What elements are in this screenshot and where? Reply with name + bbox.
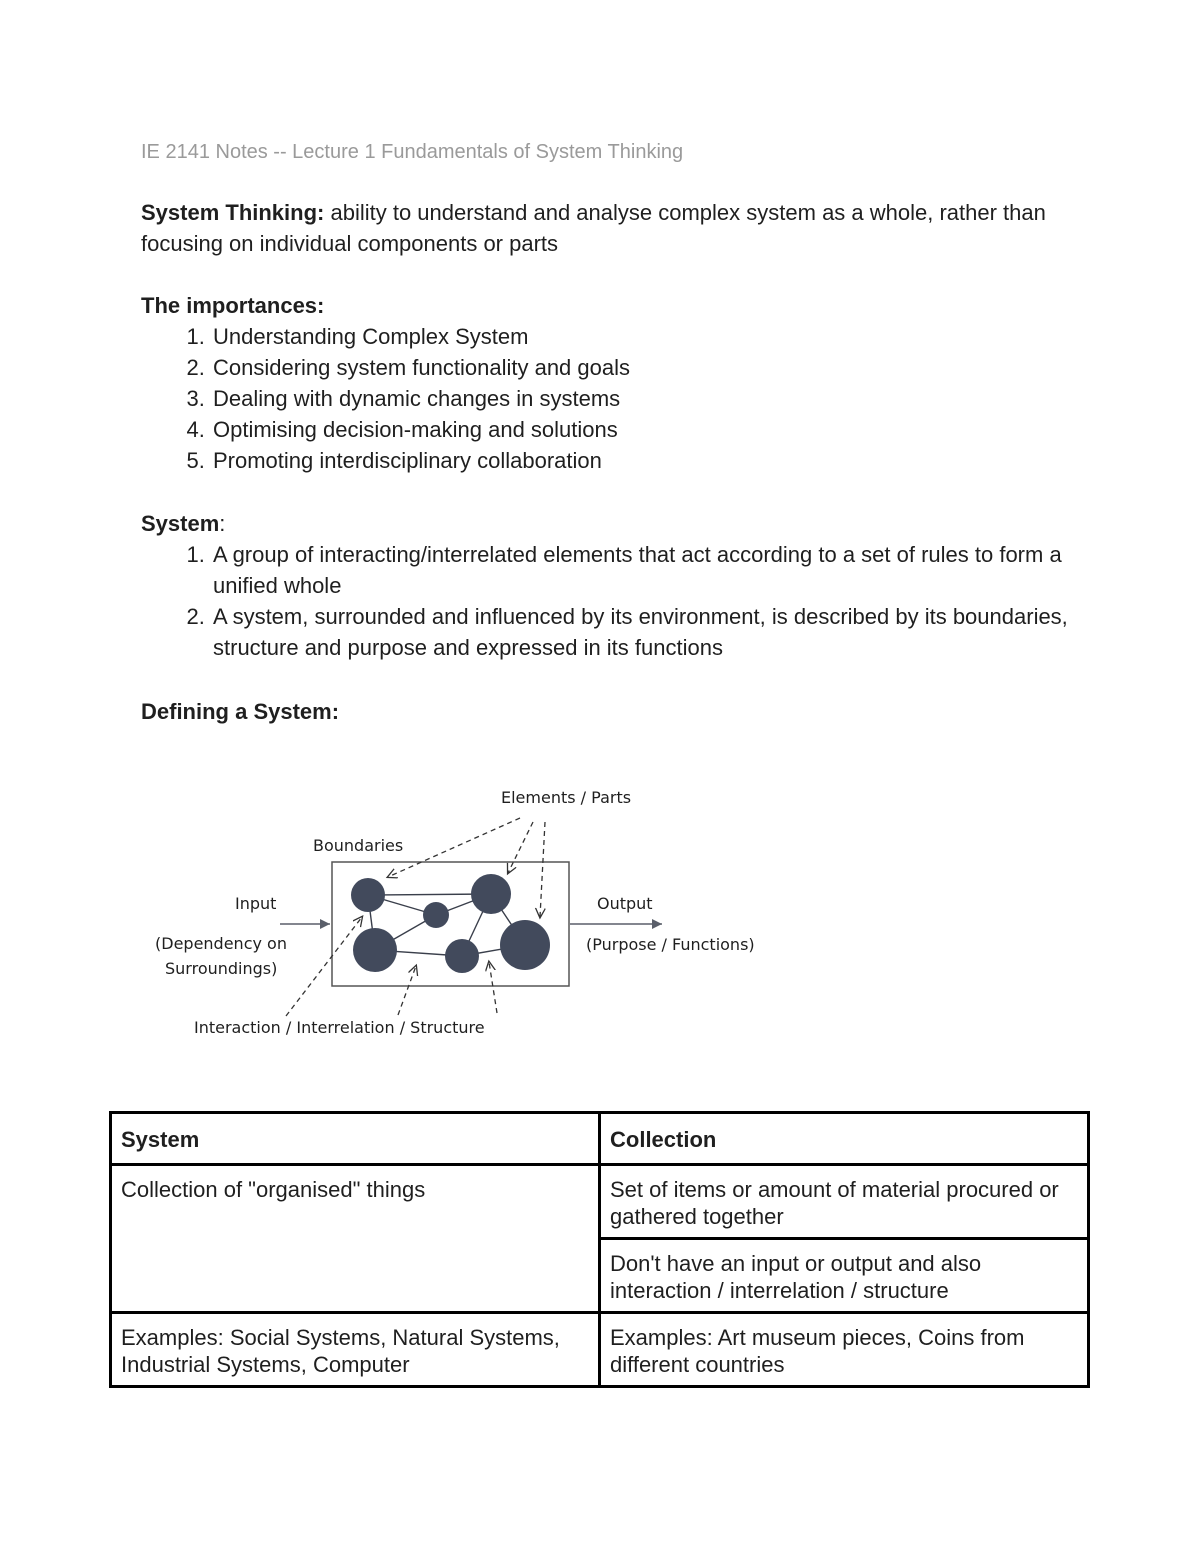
output-sub-label: (Purpose / Functions) (586, 935, 755, 954)
list-item: 1. Understanding Complex System (211, 321, 1081, 352)
boundaries-label: Boundaries (313, 836, 404, 855)
table-row (111, 1165, 1089, 1239)
table-header-system: System (111, 1113, 600, 1165)
element-node (471, 874, 511, 914)
table-cell-collection-note: Don't have an input or output and also interaction / interrelation / structure (600, 1239, 1089, 1313)
element-node (423, 902, 449, 928)
elements-label: Elements / Parts (501, 788, 632, 807)
table-header-row (111, 1113, 1089, 1165)
list-item: 2. Considering system functionality and goals (211, 352, 1081, 383)
element-nodes (351, 874, 550, 973)
system-section (141, 508, 1081, 663)
list-item: 2. A system, surrounded and influenced by its environment, is described by its boundaries, structure and purpose and expressed in its functions (211, 601, 1081, 663)
element-node (351, 878, 385, 912)
table-cell-system-desc: Collection of "organised" things (111, 1165, 600, 1313)
list-item: 1. A group of interacting/interrelated elements that act according to a set of rules to form a unified whole (211, 539, 1081, 601)
list-item: 4. Optimising decision-making and solutions (211, 414, 1081, 445)
system-heading: System (141, 511, 220, 536)
element-node (500, 920, 550, 970)
importances-list (141, 321, 1081, 476)
defining-heading: Defining a System: (141, 699, 340, 724)
system-list (141, 539, 1081, 663)
importances-section (141, 290, 1081, 476)
table-cell-collection-examples: Examples: Art museum pieces, Coins from different countries (600, 1313, 1089, 1387)
output-label: Output (597, 894, 653, 913)
table-cell-system-examples: Examples: Social Systems, Natural Systems, Industrial Systems, Computer (111, 1313, 600, 1387)
table-cell-collection-desc: Set of items or amount of material procured or gathered together (600, 1165, 1089, 1239)
importances-heading: The importances: (141, 293, 325, 318)
definition-term: System Thinking: (141, 200, 325, 225)
system-heading-line (141, 508, 1081, 539)
table-row (111, 1313, 1089, 1387)
input-label: Input (235, 894, 277, 913)
system-thinking-definition (141, 197, 1081, 259)
element-node (445, 939, 479, 973)
list-item: 5. Promoting interdisciplinary collaboration (211, 445, 1081, 476)
page-header: IE 2141 Notes -- Lecture 1 Fundamentals of System Thinking (141, 141, 684, 163)
definition-text: ability to understand and analyse complex system as a whole, rather than focusing on individual components or parts (141, 200, 1046, 256)
list-item: 3. Dealing with dynamic changes in systems (211, 383, 1081, 414)
interaction-label: Interaction / Interrelation / Structure (194, 1018, 485, 1037)
system-heading-colon: : (219, 511, 226, 536)
input-sub-label-2: Surroundings) (165, 959, 278, 978)
table-header-collection: Collection (600, 1113, 1089, 1165)
element-node (353, 928, 397, 972)
system-diagram (140, 770, 780, 1060)
input-sub-label-1: (Dependency on (155, 934, 287, 953)
system-vs-collection-table (109, 1111, 1090, 1388)
